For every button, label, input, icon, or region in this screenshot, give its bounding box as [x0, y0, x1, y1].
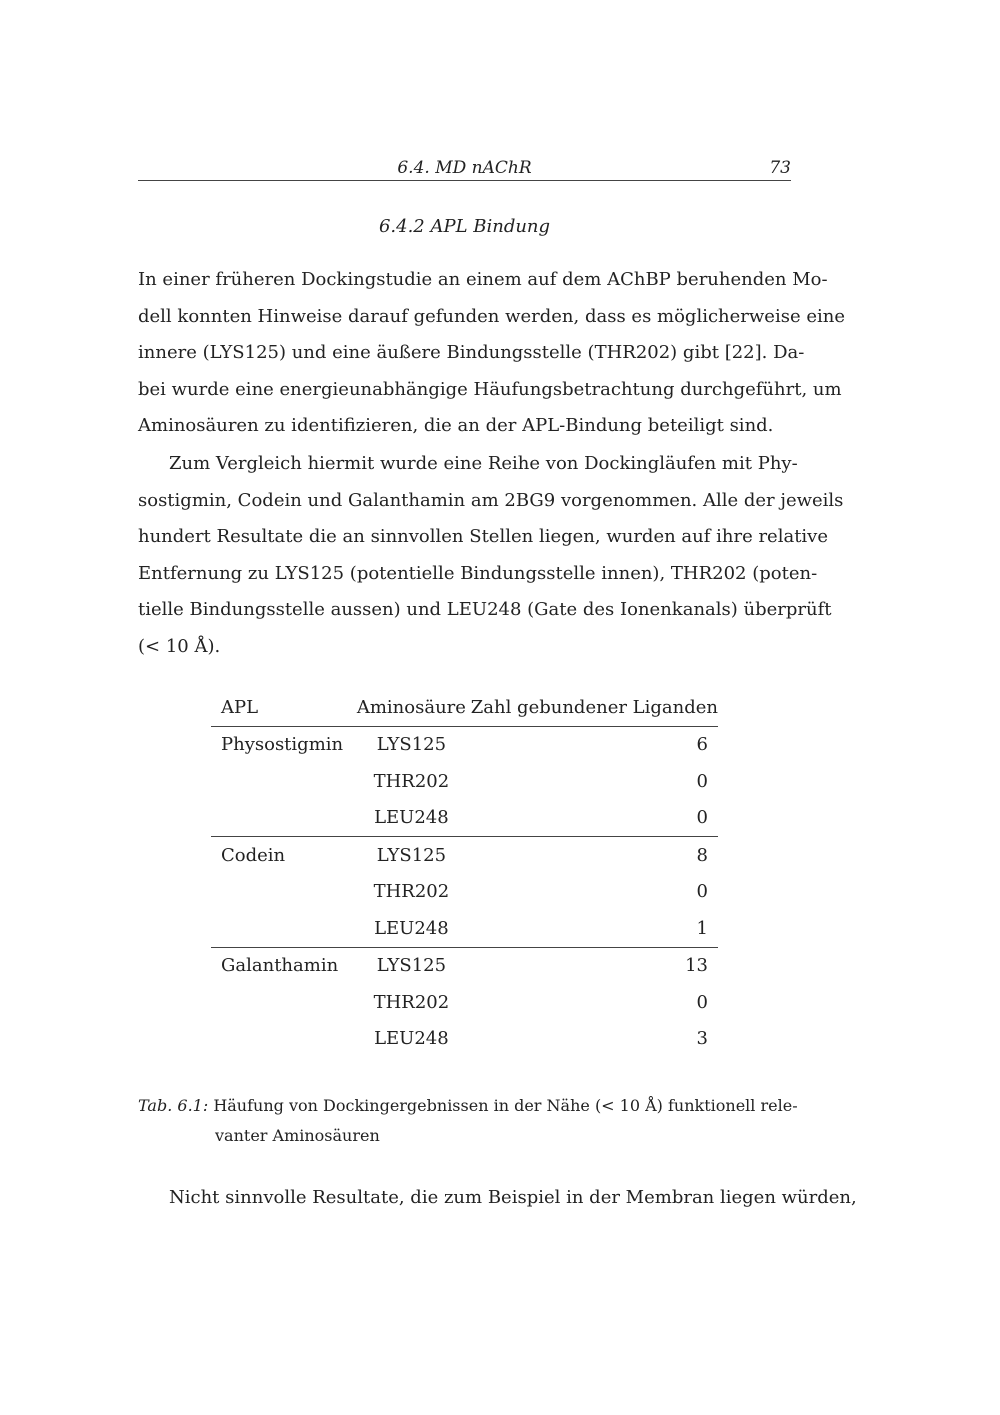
column-header-aminosaeure: Aminosäure: [356, 696, 466, 718]
text-line: Zum Vergleich hiermit wurde eine Reihe von Dockingläufen mit Phy-: [169, 453, 798, 474]
table-cell: [211, 910, 352, 947]
table-caption: [138, 1091, 798, 1151]
caption-label: Tab. 6.1:: [138, 1096, 209, 1115]
text-line: dell konnten Hinweise darauf gefunden werden, dass es möglicherweise eine: [138, 305, 845, 327]
table-cell: [211, 763, 352, 800]
text-line: (< 10 Å).: [138, 635, 221, 657]
table-cell: 0: [696, 770, 708, 792]
table-cell: 13: [685, 955, 708, 977]
text-line: sostigmin, Codein und Galanthamin am 2BG9 vorgenommen. Alle der jeweils: [138, 489, 844, 511]
table-row: [211, 910, 718, 947]
text-line: innere (LYS125) und eine äußere Bindungsstelle (THR202) gibt [22]. Da-: [138, 342, 805, 363]
paragraph-2: [138, 446, 844, 665]
table-cell: [211, 800, 352, 837]
page-number: 73: [769, 158, 791, 178]
text-line: hundert Resultate die an sinnvollen Stellen liegen, wurden auf ihre relative: [138, 526, 829, 547]
paragraph-3: [138, 1180, 857, 1217]
text-line: Nicht sinnvolle Resultate, die zum Beispiel in der Membran liegen würden,: [169, 1187, 857, 1208]
table-cell: 6: [696, 734, 708, 756]
caption-line: vanter Aminosäuren: [215, 1126, 380, 1145]
subsection-heading: 6.4.2 APL Bindung: [378, 216, 551, 237]
table-cell: [211, 984, 352, 1021]
table-row: [211, 947, 718, 984]
table-cell: [211, 1021, 352, 1058]
table-cell: 0: [696, 881, 708, 903]
table-cell: THR202: [373, 770, 450, 792]
table-cell: 1: [696, 917, 708, 939]
column-header-liganden: Zahl gebundener Liganden: [470, 696, 718, 718]
running-header: [138, 158, 791, 181]
caption-line: [138, 1091, 798, 1121]
table-cell: LYS125: [376, 734, 447, 756]
table-cell: Physostigmin: [221, 734, 344, 756]
table-cell: 0: [696, 807, 708, 829]
table-row: [211, 763, 718, 800]
results-table: [211, 689, 718, 1057]
table-cell: LEU248: [374, 917, 449, 939]
text-line: Entfernung zu LYS125 (potentielle Bindungsstelle innen), THR202 (poten-: [138, 562, 818, 584]
table-cell: LEU248: [374, 807, 449, 829]
table-cell: 0: [696, 991, 708, 1013]
table-cell: THR202: [373, 991, 450, 1013]
table-row: [211, 800, 718, 837]
paragraph-1: [138, 262, 845, 445]
header-section-title: 6.4. MD nAChR: [397, 158, 532, 178]
table-cell: THR202: [373, 881, 450, 903]
table-row: [211, 874, 718, 911]
text-line: bei wurde eine energieunabhängige Häufungsbetrachtung durchgeführt, um: [138, 378, 842, 400]
table-cell: 3: [696, 1028, 708, 1050]
table-row: [211, 1021, 718, 1058]
caption-text: Häufung von Dockingergebnissen in der Nähe (< 10 Å) funktionell rele-: [213, 1096, 798, 1115]
table-cell: LEU248: [374, 1028, 449, 1050]
table-cell: 8: [696, 844, 708, 866]
table-row: [211, 984, 718, 1021]
table-cell: Galanthamin: [221, 955, 339, 977]
table-row: [211, 726, 718, 763]
table-row: [211, 837, 718, 874]
table-cell: Codein: [221, 844, 286, 866]
text-line: Aminosäuren zu identifizieren, die an der APL-Bindung beteiligt sind.: [138, 415, 774, 436]
table-cell: LYS125: [376, 844, 447, 866]
table-cell: [211, 874, 352, 911]
text-line: In einer früheren Dockingstudie an einem auf dem AChBP beruhenden Mo-: [138, 269, 828, 290]
table-cell: LYS125: [376, 955, 447, 977]
table-header-row: [211, 689, 718, 726]
column-header-apl: APL: [221, 696, 259, 718]
text-line: tielle Bindungsstelle aussen) und LEU248 (Gate des Ionenkanals) überprüft: [138, 599, 832, 620]
